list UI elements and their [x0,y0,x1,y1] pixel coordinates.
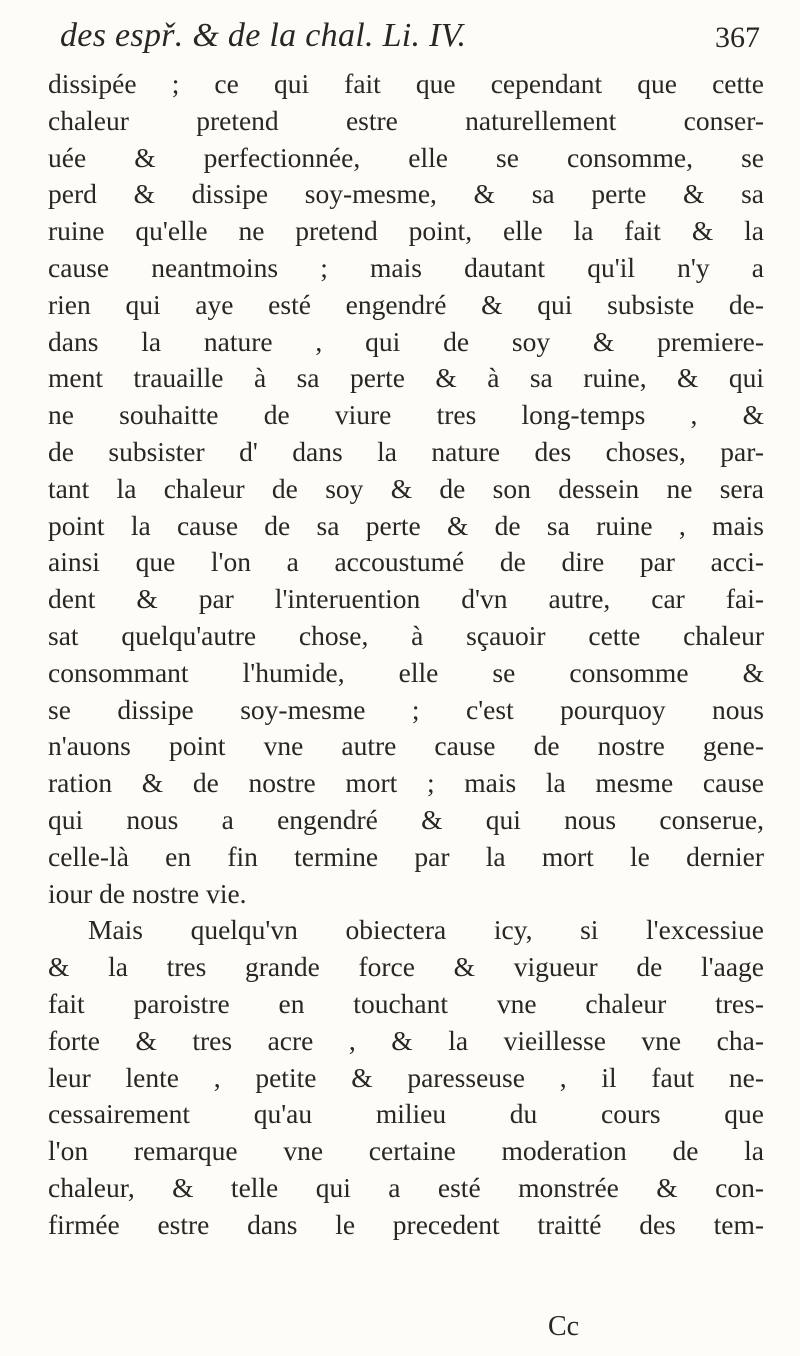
text-line: ainsi que l'on a accoustumé de dire par acci- [48,546,764,578]
text-line: ruine qu'elle ne pretend point, elle la fait & la [48,215,764,247]
text-line: celle-là en fin termine par la mort le dernier [48,840,764,872]
text-line: ment trauaille à sa perte & à sa ruine, & qui [48,362,764,394]
text-line: firmée estre dans le precedent traitté des tem- [48,1208,764,1240]
text-line: ration & de nostre mort ; mais la mesme cause [48,767,764,799]
text-line: ne souhaitte de viure tres long-temps , & [48,399,764,431]
text-line: tant la chaleur de soy & de son dessein ne sera [48,472,764,504]
page-header [60,14,760,64]
text-line: consommant l'humide, elle se consomme & [48,656,764,688]
text-line: fait paroistre en touchant vne chaleur tres- [48,987,764,1019]
text-line: n'auons point vne autre cause de nostre gene- [48,730,764,762]
text-line: dissipée ; ce qui fait que cependant que cette [48,68,764,99]
text-line: dans la nature , qui de soy & premiere- [48,325,764,357]
text-line: dent & par l'interuention d'vn autre, car fai- [48,583,764,615]
text-line: cessairement qu'au milieu du cours que [48,1098,764,1130]
page-number: 367 [715,21,760,54]
text-line: Mais quelqu'vn obiectera icy, si l'excessiue [88,914,764,946]
text-line: point la cause de sa perte & de sa ruine , mais [48,509,764,541]
text-line: perd & dissipe soy-mesme, & sa perte & sa [48,178,764,210]
text-line: & la tres grande force & vigueur de l'aage [48,951,764,983]
text-line: se dissipe soy-mesme ; c'est pourquoy nous [48,693,764,725]
text-line: l'on remarque vne certaine moderation de la [48,1135,764,1167]
text-line: forte & tres acre , & la vieillesse vne cha- [48,1024,764,1056]
text-line: sat quelqu'autre chose, à sçauoir cette chaleur [48,619,764,651]
body-text [48,66,764,1244]
text-line: de subsister d' dans la nature des choses, par- [48,435,764,467]
running-head: des espř. & de la chal. Li. IV. [60,17,467,54]
text-line: uée & perfectionnée, elle se consomme, se [48,141,764,173]
text-line: iour de nostre vie. [48,877,247,909]
text-line: leur lente , petite & paresseuse , il faut ne- [48,1061,764,1093]
text-line: chaleur, & telle qui a esté monstrée & con- [48,1171,764,1203]
text-line: qui nous a engendré & qui nous conserue, [48,803,764,835]
text-line: chaleur pretend estre naturellement conser- [48,104,764,136]
text-line: rien qui aye esté engendré & qui subsiste de- [48,288,764,320]
signature-mark: Cc [548,1311,580,1342]
text-line: cause neantmoins ; mais dautant qu'il n'y a [48,251,764,283]
